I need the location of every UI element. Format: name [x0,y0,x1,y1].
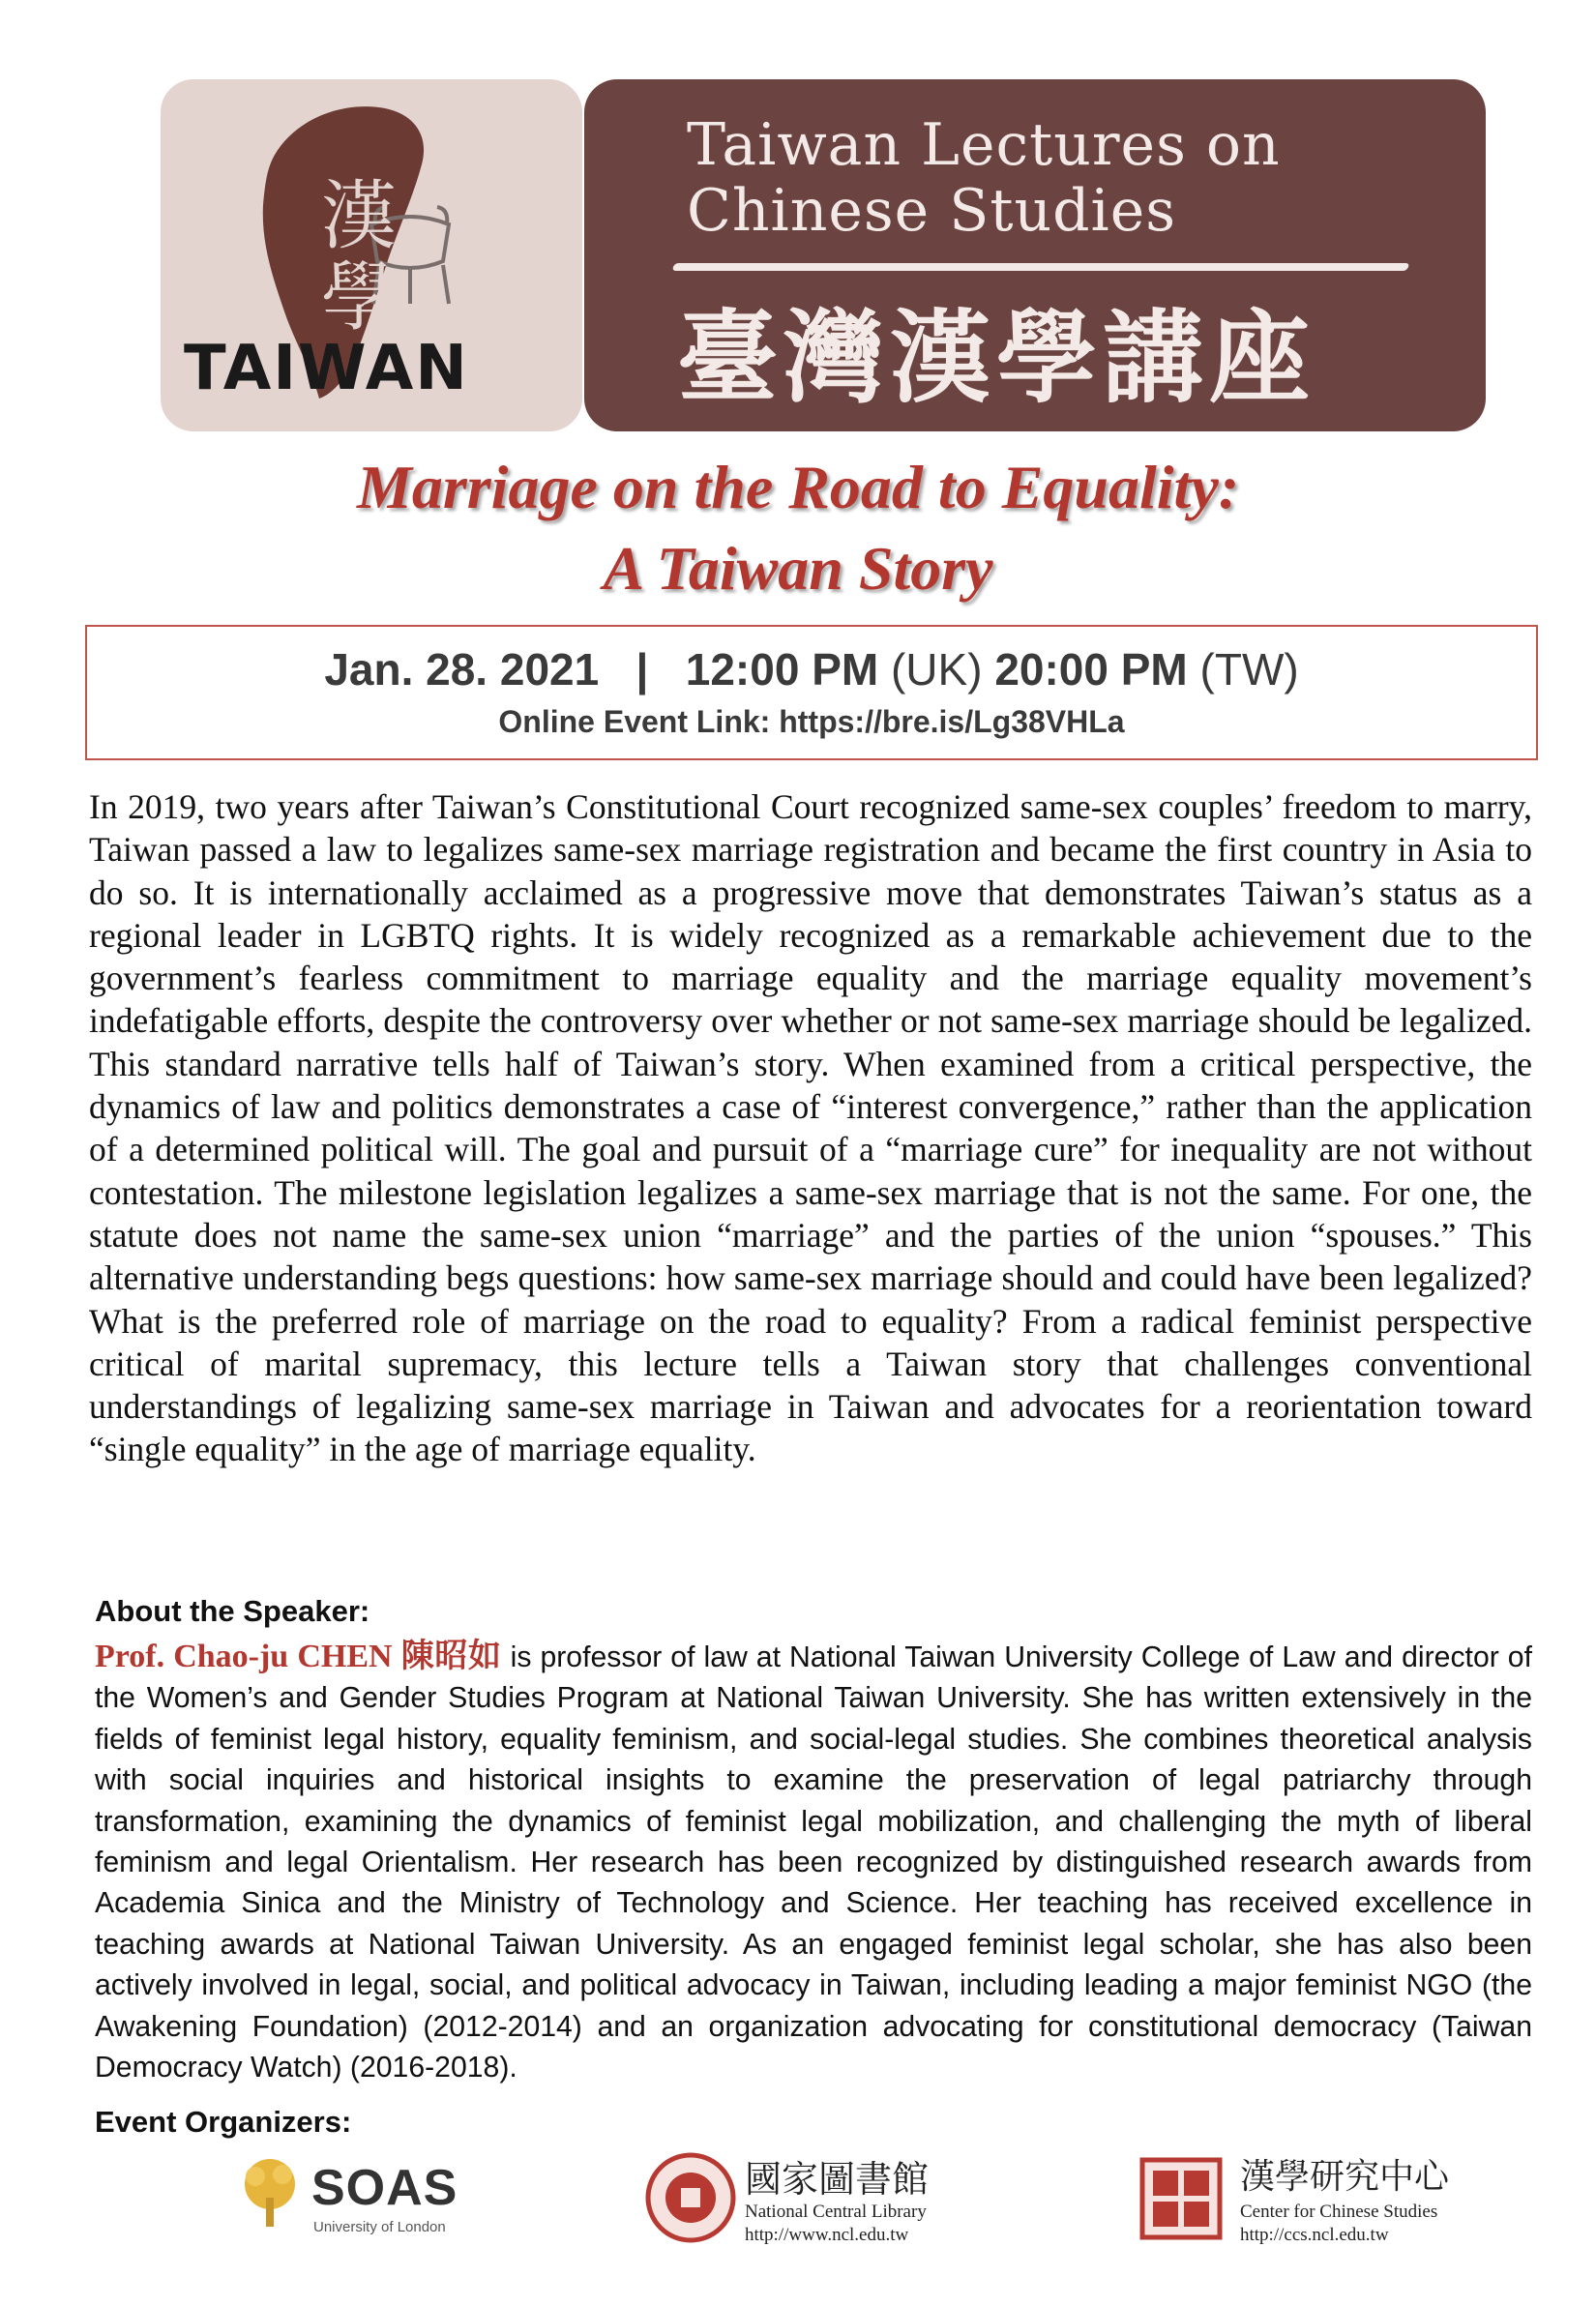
tz-tw: (TW) [1199,644,1299,695]
speaker-bio [95,1637,1532,2088]
series-title-en-line2: Chinese Studies [687,177,1177,245]
ncl-name-zh: 國家圖書館 [745,2158,930,2201]
organizers-heading: Event Organizers: [95,2105,352,2139]
event-date: Jan. 28. 2021 [324,644,600,695]
ncl-name-en: National Central Library [745,2202,927,2222]
logo-wordmark: TAIWAN [184,333,469,404]
lecture-title [0,447,1596,609]
series-title-banner [584,79,1486,431]
ccs-name-zh: 漢學研究中心 [1240,2157,1450,2197]
ncl-logo [644,2147,973,2254]
logo-chinese-characters [296,173,422,341]
ccs-logo [1139,2147,1488,2254]
soas-logo [236,2147,488,2254]
series-title-zh: 臺灣漢學講座 [677,298,1316,417]
lecture-abstract: In 2019, two years after Taiwan’s Constitutional Court recognized same-sex couples’ freedom to marry, Taiwan passed a law to legalizes same-sex marriage registration and became the first country in Asia to do so. It is internationally acclaimed as a progressive move that demonstrates Taiwan’s status as a regional leader in LGBTQ rights. It is widely recognized as a remarkable achievement due to the government’s fearless commitment to marriage equality and the marriage equality movement’s indefatigable efforts, despite the controversy over whether or not same-sex marriage should be legalized. This standard narrative tells half of Taiwan’s story. When examined from a critical perspective, the dynamics of law and politics demonstrates a case of “interest convergence,” rather than the application of a determined political will. The goal and pursuit of a “marriage cure” for inequality are not without contestation. The milestone legislation legalizes a same-sex marriage that is not the same. For one, the statute does not name the same-sex union “marriage” and the parties of the union “spouses.” This alternative understanding begs questions: how same-sex marriage should and could have been legalized? What is the preferred role of marriage on the road to equality? From a radical feminist perspective critical of marital supremacy, this lecture tells a Taiwan story that challenges conventional understandings of legalizing same-sex marriage in Taiwan and advocates for a reorientation toward “single equality” in the age of marriage equality. [89,787,1532,1469]
event-link-label: Online Event Link: [498,704,780,739]
soas-subtitle: University of London [313,2219,446,2235]
speaker-name: Prof. Chao-ju CHEN 陳昭如 [95,1639,502,1674]
ccs-url[interactable]: http://ccs.ncl.edu.tw [1240,2225,1389,2245]
tree-icon [236,2155,304,2232]
event-link-line [87,704,1536,740]
ncl-seal-icon [644,2151,737,2244]
ccs-seal-icon [1139,2157,1223,2240]
lecture-title-line2: A Taiwan Story [603,534,993,603]
ncl-url[interactable]: http://www.ncl.edu.tw [745,2225,909,2245]
speaker-heading: About the Speaker: [95,1594,370,1628]
lecture-title-line1: Marriage on the Road to Equality: [356,453,1240,521]
time-tw: 20:00 PM [994,644,1188,695]
event-datetime [87,642,1536,696]
series-title-en [687,112,1461,244]
tz-uk: (UK) [890,644,983,695]
event-link[interactable]: https://bre.is/Lg38VHLa [779,704,1125,739]
brush-stroke-divider [672,263,1410,271]
taiwan-logo [161,79,582,431]
separator: | [635,644,649,695]
soas-name: SOAS [311,2160,458,2216]
logo-char-xue: 學 [320,254,397,341]
logo-char-han: 漢 [320,173,397,260]
series-title-en-line1: Taiwan Lectures on [687,111,1281,179]
time-uk: 12:00 PM [685,644,879,695]
ccs-name-en: Center for Chinese Studies [1240,2202,1438,2222]
speaker-bio-text: is professor of law at National Taiwan University College of Law and director of the Women’s and Gender Studies Program at National Taiwan University. She has written extensively in the fields of feminist legal history, equality feminism, and social-legal studies. She combines theoretical analysis with social inquiries and historical insights to examine the preservation of legal patriarchy through transformation, examining the dynamics of feminist legal mobilization, and challenging the myth of liberal feminism and legal Orientalism. Her research has been recognized by distinguished research awards from Academia Sinica and the Ministry of Technology and Science. Her teaching has received excellence in teaching awards at National Taiwan University. As an engaged feminist legal scholar, she has also been actively involved in legal, social, and political advocacy in Taiwan, including leading a major feminist NGO (the Awakening Foundation) (2012-2014) and an organization advocating for constitutional democracy (Taiwan Democracy Watch) (2016-2018). [95,1641,1532,2084]
event-info-box [85,625,1538,760]
